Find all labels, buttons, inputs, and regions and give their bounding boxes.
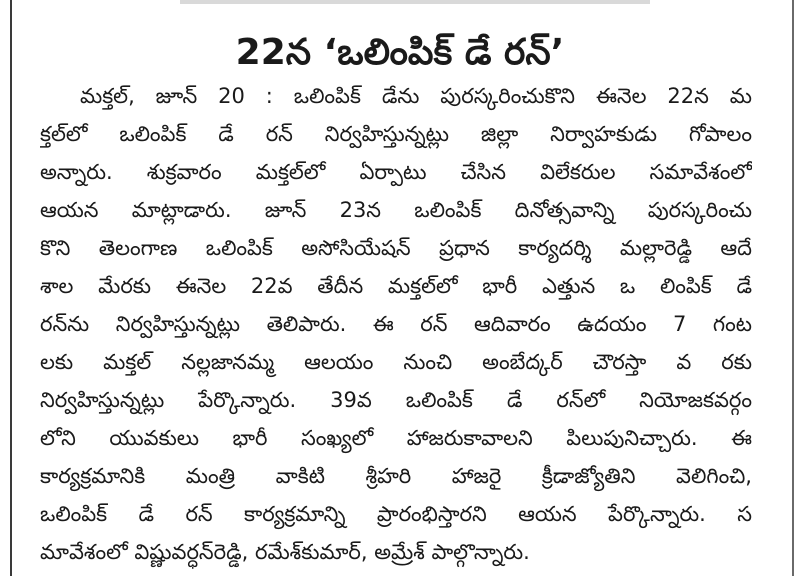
article-headline: 22న ‘ఒలింపిక్ డే రన్’ — [235, 32, 565, 74]
article-line: కార్యక్రమానికి మంత్రి వాకిటి శ్రీహరి హాజరై క్రీడాజ్యోతిని వెలిగించి, — [40, 464, 752, 488]
article-line: మావేశంలో విష్ణువర్ధన్‌రెడ్డి, రమేశ్‌కుమార్, అమ్రేశ్ పాల్గొన్నారు. — [40, 540, 530, 564]
article-line: ఒలింపిక్ డే రన్ కార్యక్రమాన్ని ప్రారంభిస్తారని ఆయన పేర్కొన్నారు. స — [40, 502, 752, 526]
cropped-previous-line — [180, 0, 650, 4]
article-line: లకు మక్తల్ నల్లజానమ్మ ఆలయం నుంచి అంబేద్కర్ చౌరస్తా వ రకు — [40, 350, 752, 374]
article-line: ఆయన మాట్లాడారు. జూన్ 23న ఒలింపిక్ దినోత్సవాన్ని పురస్కరించు — [40, 198, 752, 222]
article-line: అన్నారు. శుక్రవారం మక్తల్‌లో ఏర్పాటు చేసిన విలేకరుల సమావేశంలో — [40, 160, 752, 184]
article-line: నిర్వహిస్తున్నట్లు పేర్కొన్నారు. 39వ ఒలింపిక్ డే రన్‌లో నియోజకవర్గం — [40, 388, 752, 412]
article-body — [40, 77, 752, 571]
right-column-rule — [792, 0, 794, 576]
article-line: రన్‌ను నిర్వహిస్తున్నట్లు తెలిపారు. ఈ రన్ ఆదివారం ఉదయం 7 గంట — [40, 312, 752, 336]
article-line: కొని తెలంగాణ ఒలింపిక్ అసోసియేషన్ ప్రధాన కార్యదర్శి మల్లారెడ్డి ఆదే — [40, 236, 752, 260]
article-line: మక్తల్, జూన్ 20 : ఒలింపిక్ డేను పురస్కరించుకొని ఈనెల 22న మ — [80, 84, 752, 108]
article-line: శాల మేరకు ఈనెల 22వ తేదీన మక్తల్‌లో భారీ ఎత్తున ఒ లింపిక్ డే — [40, 274, 752, 298]
article-line: క్తల్‌లో ఒలింపిక్ డే రన్ నిర్వహిస్తున్నట్లు జిల్లా నిర్వాహకుడు గోపాలం — [40, 122, 752, 146]
article-line: లోని యువకులు భారీ సంఖ్యలో హాజరుకావాలని పిలుపునిచ్చారు. ఈ — [40, 426, 752, 450]
left-column-rule — [10, 0, 12, 576]
